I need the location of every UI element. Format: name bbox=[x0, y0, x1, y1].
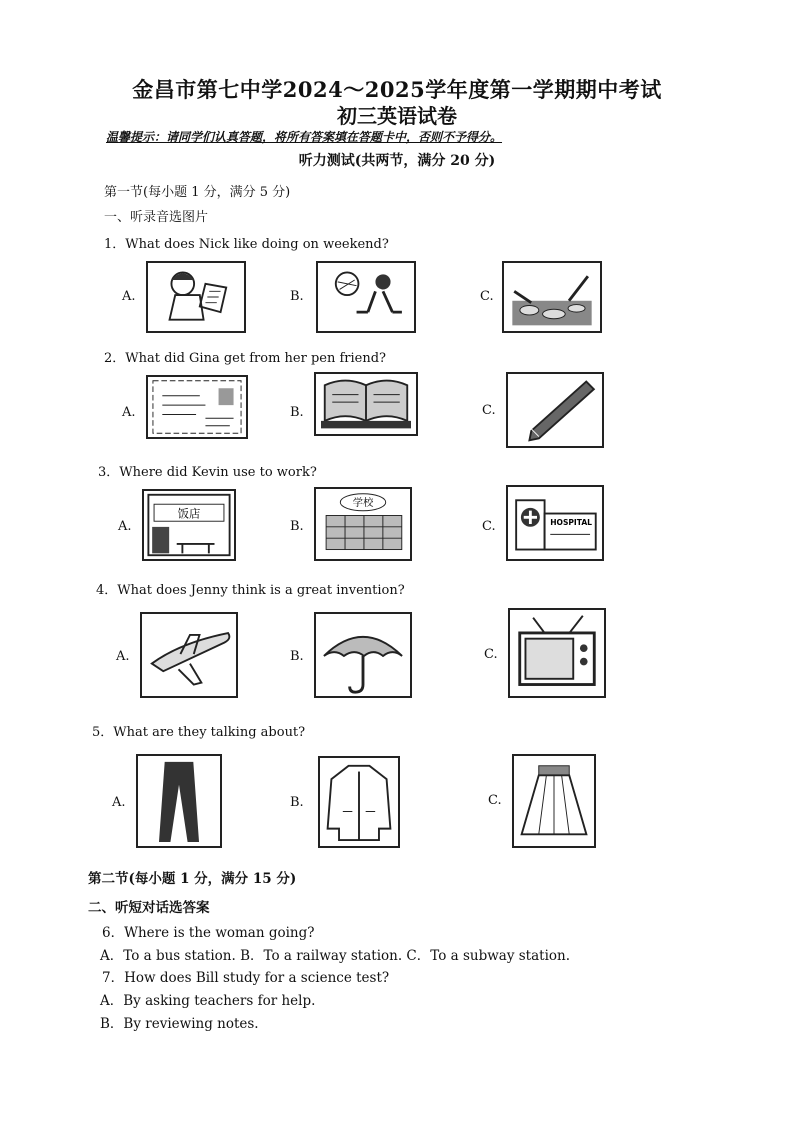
question-6-options: A．To a bus station. B．To a railway station. C．To a subway station. bbox=[100, 948, 571, 964]
school-icon[interactable] bbox=[314, 487, 412, 561]
section1-heading: 第一节(每小题 1 分，满分 5 分) bbox=[104, 185, 291, 200]
question-4: 4．What does Jenny think is a great invention? bbox=[96, 583, 405, 598]
svg-text:HOSPITAL: HOSPITAL bbox=[550, 517, 593, 527]
kid-reading-icon[interactable] bbox=[146, 261, 246, 333]
exam-title: 金昌市第七中学2024～2025学年度第一学期期中考试 bbox=[132, 77, 662, 102]
trousers-icon[interactable] bbox=[136, 754, 222, 848]
restaurant-icon[interactable] bbox=[142, 489, 236, 561]
section2-heading: 第二节(每小题 1 分，满分 15 分) bbox=[88, 871, 297, 887]
airplane-icon[interactable] bbox=[140, 612, 238, 698]
section2-part: 二、听短对话选答案 bbox=[88, 900, 210, 916]
open-book-icon[interactable] bbox=[314, 372, 418, 436]
svg-text:学校: 学校 bbox=[352, 497, 374, 510]
section1-part: 一、听录音选图片 bbox=[104, 210, 209, 225]
question-3: 3．Where did Kevin use to work? bbox=[98, 465, 317, 480]
kid-sports-icon[interactable] bbox=[316, 261, 416, 333]
question-5: 5．What are they talking about? bbox=[92, 725, 306, 740]
postcard-icon[interactable] bbox=[146, 375, 248, 439]
question-7: 7．How does Bill study for a science test? bbox=[102, 970, 390, 986]
question-7-option-a: A．By asking teachers for help. bbox=[100, 993, 316, 1009]
question-6: 6．Where is the woman going? bbox=[102, 925, 315, 941]
q3-option-a-label: A. bbox=[118, 519, 132, 534]
tv-icon[interactable] bbox=[508, 608, 606, 698]
q5-option-c-label: C. bbox=[488, 793, 502, 808]
pen-icon[interactable] bbox=[506, 372, 604, 448]
q5-option-a-label: A. bbox=[112, 795, 126, 810]
q1-option-c-label: C. bbox=[480, 289, 494, 304]
q1-option-a-label: A. bbox=[122, 289, 136, 304]
q4-option-c-label: C. bbox=[484, 647, 498, 662]
svg-text:饭店: 饭店 bbox=[177, 506, 201, 521]
listening-heading: 听力测试(共两节，满分 20 分) bbox=[298, 153, 496, 169]
q3-option-c-label: C. bbox=[482, 519, 496, 534]
q5-option-b-label: B. bbox=[290, 795, 304, 810]
q4-option-a-label: A. bbox=[116, 649, 130, 664]
cooking-food-icon[interactable] bbox=[502, 261, 602, 333]
q2-option-a-label: A. bbox=[122, 405, 136, 420]
q3-option-b-label: B. bbox=[290, 519, 304, 534]
hospital-icon[interactable] bbox=[506, 485, 604, 561]
skirt-icon[interactable] bbox=[512, 754, 596, 848]
q2-option-c-label: C. bbox=[482, 403, 496, 418]
question-7-option-b: B．By reviewing notes. bbox=[100, 1016, 259, 1032]
question-1: 1．What does Nick like doing on weekend? bbox=[104, 237, 389, 252]
q4-option-b-label: B. bbox=[290, 649, 304, 664]
q2-option-b-label: B. bbox=[290, 405, 304, 420]
q1-option-b-label: B. bbox=[290, 289, 304, 304]
umbrella-icon[interactable] bbox=[314, 612, 412, 698]
jacket-icon[interactable] bbox=[318, 756, 400, 848]
question-2: 2．What did Gina get from her pen friend? bbox=[104, 351, 387, 366]
notice-text: 温馨提示：请同学们认真答题，将所有答案填在答题卡中，否则不予得分。 bbox=[106, 130, 503, 144]
exam-subtitle: 初三英语试卷 bbox=[337, 104, 457, 128]
